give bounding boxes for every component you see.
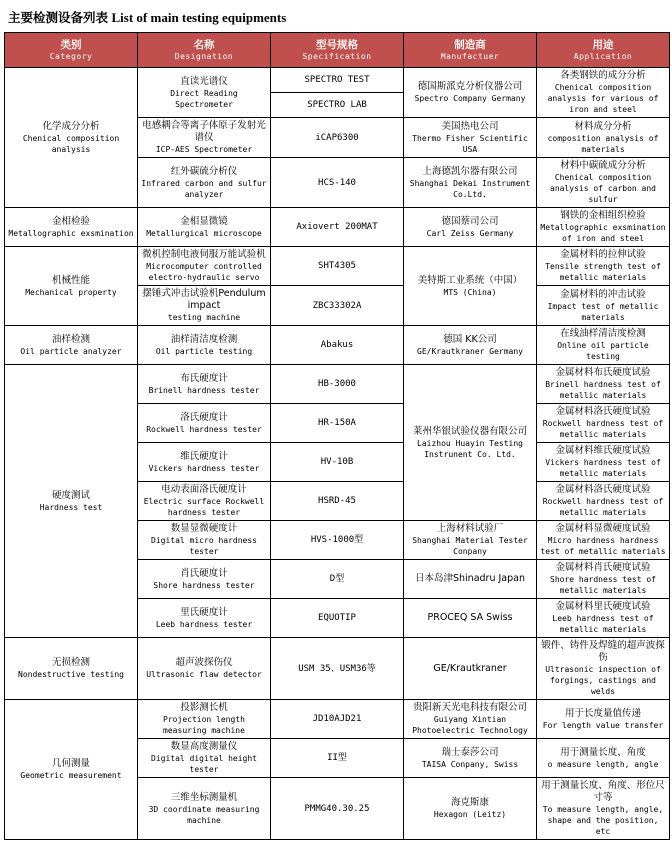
cell-application	[537, 482, 670, 521]
text-cn: 德国蔡司公司	[441, 215, 499, 227]
cell-application	[537, 521, 670, 560]
equipment-table	[4, 32, 670, 840]
text-en: GE/Krautkraner Germany	[417, 346, 523, 356]
cell-specification	[271, 404, 404, 443]
column-header-designation-cn: 名称	[193, 38, 215, 51]
text-en: Tensile strength test of metallic materials	[545, 262, 661, 282]
specification-value: Axiovert 200MAT	[296, 222, 378, 232]
cell-designation	[138, 599, 271, 638]
column-header-specification-en: Specification	[302, 51, 372, 61]
cell-category	[5, 326, 138, 365]
text-cn: 美国热电公司	[441, 120, 499, 132]
specification-value: HR-150A	[318, 418, 356, 428]
cell-manufacturer	[404, 521, 537, 560]
text-cn: 布氏硬度计	[180, 372, 228, 384]
cell-specification	[271, 700, 404, 739]
cell-designation	[138, 286, 271, 326]
text-en: Digital micro hardness tester	[151, 536, 257, 556]
cell-specification	[271, 326, 404, 365]
text-cn: 在线油样清洁度检测	[560, 328, 646, 339]
specification-value: EQUOTIP	[318, 613, 356, 623]
text-cn: 数显高度测量仪	[170, 741, 238, 752]
specification-value: iCAP6300	[315, 132, 359, 143]
cell-manufacturer	[404, 560, 537, 599]
text-cn: 钢铁的金相组织检验	[560, 210, 646, 221]
cell-specification	[271, 158, 404, 208]
text-cn: 锻件、铸件及焊缝的超声波探伤	[541, 640, 665, 663]
cell-application	[537, 208, 670, 247]
text-cn: 硬度测试	[51, 489, 90, 501]
specification-value: HVS-1000型	[310, 535, 364, 545]
text-en: Rockwell hardness tester	[146, 424, 262, 434]
text-en: Chenical composition analysis for various of iron and steel	[547, 83, 659, 114]
cell-manufacturer	[404, 208, 537, 247]
text-cn: 德国斯派克分析仪器公司	[417, 81, 523, 92]
page-title-en: List of main testing equipments	[111, 10, 287, 25]
text-cn: 各类钢铁的成分分析	[560, 70, 646, 81]
cell-application	[537, 404, 670, 443]
cell-designation	[138, 247, 271, 286]
cell-application	[537, 443, 670, 482]
text-cn: 莱州华银试验仪器有限公司	[412, 425, 527, 437]
cell-designation	[138, 404, 271, 443]
text-en: Impact test of metallic materials	[547, 301, 659, 322]
text-en: Chenical composition analysis	[22, 133, 120, 154]
cell-application	[537, 599, 670, 638]
text-en: Vickers hardness tester	[148, 463, 260, 473]
text-en: composition analysis of materials	[547, 133, 659, 154]
text-en: Thermo Fisher Scientific USA	[412, 133, 528, 154]
text-cn: 金属材料布氏硬度试验	[555, 367, 651, 378]
text-en: Rockwell hardness test of metallic materials	[542, 419, 664, 439]
text-cn: 无损检测	[51, 657, 90, 668]
text-en: 3D coordinate measuring machine	[148, 804, 260, 825]
text-cn: 数显显微硬度计	[170, 523, 238, 534]
cell-designation	[138, 521, 271, 560]
text-en: Rockwell hardness test of metallic materials	[542, 497, 664, 517]
cell-category	[5, 700, 138, 840]
text-en: Shore hardness test of metallic materials	[550, 575, 656, 595]
table-row	[5, 247, 670, 286]
cell-specification	[271, 638, 404, 700]
cell-specification	[271, 482, 404, 521]
table-row	[5, 208, 670, 247]
cell-application	[537, 158, 670, 208]
text-cn: 机械性能	[51, 274, 90, 286]
text-cn: 电感耦合等离子体原子发射光谱仪	[142, 120, 266, 143]
cell-specification	[271, 93, 404, 118]
cell-manufacturer	[404, 326, 537, 365]
text-cn: 金属材料显微硬度试验	[555, 523, 651, 534]
text-cn: 投影测长机	[180, 702, 228, 713]
cell-designation	[138, 326, 271, 365]
cell-manufacturer	[404, 638, 537, 700]
specification-value: PMMG40.30.25	[304, 803, 370, 814]
text-en: Brinell hardness tester	[148, 385, 260, 395]
cell-application	[537, 247, 670, 286]
text-cn: 德国 KK公司	[443, 333, 497, 345]
cell-specification	[271, 247, 404, 286]
cell-specification	[271, 208, 404, 247]
cell-category	[5, 68, 138, 208]
text-en: For length value transfer	[542, 720, 664, 730]
page-title-cn: 主要检测设备列表	[8, 10, 109, 25]
table-row	[5, 638, 670, 700]
text-cn: 上海德凯尔器有限公司	[422, 165, 518, 177]
cell-manufacturer	[404, 599, 537, 638]
table-row	[5, 68, 670, 93]
cell-manufacturer	[404, 365, 537, 521]
column-header-application	[537, 33, 670, 68]
text-cn: 三维坐标测量机	[170, 791, 238, 803]
cell-application	[537, 778, 670, 840]
column-header-manufacturer-cn: 制造商	[454, 38, 486, 51]
text-cn: 超声波探伤仪	[175, 657, 233, 668]
text-en: Metallurgical microscope	[146, 228, 262, 238]
page-title	[4, 6, 670, 32]
text-en: Vickers hardness test of metallic materials	[545, 458, 661, 478]
text-en: Oil particle testing	[155, 346, 253, 356]
text-en: Metallographic exsmination	[8, 228, 134, 238]
text-cn: 金属材料的冲击试验	[560, 288, 646, 300]
text-cn: 材料中碳硫成分分析	[560, 160, 646, 171]
text-en: MTS (China)	[443, 287, 497, 297]
cell-manufacturer	[404, 68, 537, 118]
text-en: Hardness test	[39, 502, 103, 512]
cell-application	[537, 365, 670, 404]
text-cn: 油样清洁度检测	[170, 333, 238, 345]
text-cn: PROCEQ SA Swiss	[427, 612, 513, 623]
text-en: Micro hardness hardness test of metallic materials	[540, 536, 666, 556]
text-en: Ultrasonic flaw detector	[146, 670, 262, 679]
cell-specification	[271, 118, 404, 158]
cell-manufacturer	[404, 158, 537, 208]
cell-designation	[138, 638, 271, 700]
specification-value: Abakus	[320, 340, 354, 350]
text-cn: 金相检验	[51, 215, 90, 227]
cell-application	[537, 286, 670, 326]
cell-specification	[271, 521, 404, 560]
cell-application	[537, 68, 670, 118]
text-cn: 金相显微镜	[180, 215, 228, 227]
specification-value: JD10AJD21	[312, 714, 362, 724]
specification-value: HCS-140	[318, 177, 356, 188]
text-cn: 美特斯工业系统（中国）	[417, 274, 523, 286]
specification-value: SHT4305	[318, 261, 356, 271]
text-en: Geometric measurement	[20, 771, 122, 780]
cell-specification	[271, 739, 404, 778]
specification-value: ZBC33302A	[312, 300, 362, 311]
cell-application	[537, 560, 670, 599]
cell-application	[537, 739, 670, 778]
cell-designation	[138, 443, 271, 482]
text-en: TAISA Conpany, Swiss	[421, 759, 519, 769]
text-en: Hexagon (Leitz)	[433, 810, 507, 819]
text-en: Microcomputer controlled electro-hydraulic servo	[146, 262, 262, 282]
text-en: Oil particle analyzer	[20, 346, 122, 356]
cell-category	[5, 365, 138, 638]
cell-designation	[138, 365, 271, 404]
specification-value: HB-3000	[318, 379, 356, 389]
cell-application	[537, 638, 670, 700]
text-en: Leeb hardness tester	[155, 619, 253, 629]
text-cn: 用于测量长度、角度	[560, 746, 646, 758]
cell-designation	[138, 68, 271, 118]
cell-specification	[271, 286, 404, 326]
cell-category	[5, 638, 138, 700]
column-header-specification	[271, 33, 404, 68]
text-cn: 日本岛津Shinadru Japan	[414, 573, 525, 584]
text-cn: 里氏硬度计	[180, 606, 228, 618]
text-en: Metallographic exsmination of iron and steel	[540, 223, 666, 243]
text-cn: 金属材料的拉伸试验	[560, 249, 646, 260]
text-en: o measure length, angle	[547, 759, 659, 769]
text-cn: GE/Krautkraner	[433, 662, 507, 674]
column-header-specification-cn: 型号规格	[316, 38, 358, 51]
cell-designation	[138, 700, 271, 739]
cell-designation	[138, 739, 271, 778]
cell-application	[537, 326, 670, 365]
text-cn: 用于测量长度、角度、形位尺寸等	[541, 780, 665, 803]
column-header-manufacturer-en: Manufactuer	[440, 51, 500, 61]
text-cn: 维氏硬度计	[180, 450, 228, 462]
text-en: Electric surface Rockwell hardness tester	[143, 497, 265, 517]
table-row	[5, 700, 670, 739]
header-row	[5, 33, 670, 68]
specification-value: HV-10B	[320, 457, 354, 467]
table-row	[5, 365, 670, 404]
text-cn: 用于长度量值传递	[564, 707, 641, 719]
text-en: Nondestructive testing	[18, 670, 124, 679]
text-en: Infrared carbon and sulfur analyzer	[141, 178, 267, 199]
cell-designation	[138, 208, 271, 247]
column-header-application-en: Application	[573, 51, 633, 61]
cell-manufacturer	[404, 247, 537, 326]
column-header-category-en: Category	[49, 51, 93, 61]
cell-specification	[271, 599, 404, 638]
table-body	[5, 68, 670, 840]
cell-category	[5, 208, 138, 247]
specification-value: II型	[327, 753, 347, 763]
specification-value: HSRD-45	[318, 496, 356, 506]
cell-specification	[271, 68, 404, 93]
text-cn: 瑞士泰莎公司	[441, 746, 499, 758]
text-cn: 海克斯康	[450, 797, 489, 808]
cell-designation	[138, 158, 271, 208]
cell-manufacturer	[404, 118, 537, 158]
cell-application	[537, 700, 670, 739]
text-en: Direct Reading Spectrometer	[170, 88, 238, 109]
specification-value: USM 35、USM36等	[298, 663, 376, 674]
cell-specification	[271, 443, 404, 482]
cell-designation	[138, 118, 271, 158]
text-cn: 红外碳硫分析仪	[170, 165, 238, 177]
specification-value: D型	[329, 574, 345, 584]
text-en: Shore hardness tester	[153, 580, 255, 590]
text-en: Chenical composition analysis of carbon and sulfur	[550, 173, 656, 204]
text-cn: 金属材料洛氏硬度试验	[555, 406, 651, 417]
text-cn: 上海材料试验厂	[436, 523, 504, 534]
text-cn: 材料成分分析	[574, 120, 632, 132]
cell-application	[537, 118, 670, 158]
text-cn: 金属材料洛氏硬度试验	[555, 484, 651, 495]
table-row	[5, 326, 670, 365]
text-en: Carl Zeiss Germany	[426, 228, 514, 238]
column-header-category	[5, 33, 138, 68]
text-en: Shanghai Material Tester Conpany	[412, 536, 528, 556]
text-cn: 直读光谱仪	[180, 75, 228, 87]
specification-value: SPECTRO TEST	[304, 75, 370, 85]
column-header-category-cn: 类别	[60, 38, 82, 51]
text-cn: 金属材料肖氏硬度试验	[555, 562, 651, 573]
text-en: Digital digital height tester	[151, 754, 257, 774]
cell-designation	[138, 778, 271, 840]
cell-specification	[271, 778, 404, 840]
text-cn: 几何测量	[51, 758, 90, 769]
text-en: testing machine	[167, 313, 241, 322]
column-header-designation-en: Designation	[174, 51, 234, 61]
cell-specification	[271, 365, 404, 404]
text-en: To measure length, angle, shape and the position, etc	[542, 805, 664, 836]
text-cn: 肖氏硬度计	[180, 567, 228, 579]
text-cn: 油样检测	[51, 333, 90, 345]
text-cn: 金属材料维氏硬度试验	[555, 445, 651, 456]
text-en: Leeb hardness test of metallic materials	[552, 614, 654, 634]
column-header-designation	[138, 33, 271, 68]
cell-specification	[271, 560, 404, 599]
specification-value: SPECTRO LAB	[307, 100, 367, 110]
table-header	[5, 33, 670, 68]
cell-manufacturer	[404, 700, 537, 739]
text-cn: 贵阳新天光电科技有限公司	[412, 702, 527, 713]
cell-designation	[138, 482, 271, 521]
text-en: Spectro Company Germany	[414, 94, 526, 103]
cell-designation	[138, 560, 271, 599]
text-cn: 微机控制电液伺服万能试验机	[142, 249, 266, 260]
text-cn: 洛氏硬度计	[180, 411, 228, 423]
text-en: Laizhou Huayin Testing Instrunent Co. Ltd.	[417, 438, 523, 459]
text-cn: 电动表面洛氏硬度计	[161, 484, 247, 495]
cell-manufacturer	[404, 778, 537, 840]
text-en: Online oil particle testing	[557, 341, 649, 361]
text-en: Ultrasonic inspection of forgings, castings and welds	[545, 665, 661, 696]
cell-manufacturer	[404, 739, 537, 778]
text-en: Projection length measuring machine	[163, 715, 245, 735]
text-cn: 化学成分分析	[42, 120, 100, 132]
text-cn: 金属材料里氏硬度试验	[555, 601, 651, 612]
text-cn: 摆锤式冲击试验机Pendulum impact	[142, 288, 266, 311]
text-en: Mechanical property	[25, 287, 117, 297]
text-en: Brinell hardness test of metallic materials	[545, 380, 661, 400]
text-en: Shanghai Dekai Instrument Co.Ltd.	[409, 178, 531, 199]
cell-category	[5, 247, 138, 326]
column-header-manufacturer	[404, 33, 537, 68]
text-en: ICP-AES Spectrometer	[155, 145, 253, 154]
column-header-application-cn: 用途	[592, 38, 614, 51]
text-en: Guiyang Xintian Photoelectric Technology	[412, 715, 528, 735]
